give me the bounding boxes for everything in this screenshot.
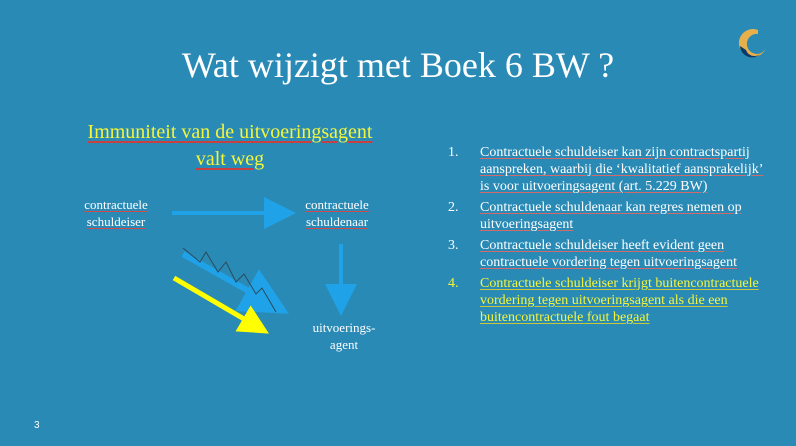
broken-arrow-schuldeiser-to-agent: [183, 248, 276, 312]
node3-line1: uitvoerings-: [312, 320, 376, 335]
subtitle-line-2: valt weg: [195, 148, 265, 170]
list-item-number: 3.: [448, 238, 459, 253]
node3-line2: agent: [329, 337, 359, 352]
slide-title: Wat wijzigt met Boek 6 BW ?: [181, 45, 615, 85]
node-contractuele-schuldenaar: [294, 196, 380, 230]
node2-line1: contractuele: [305, 197, 369, 212]
subtitle-line-1: Immuniteit van de uitvoeringsagent: [87, 121, 373, 143]
list-item-text: Contractuele schuldeiser krijgt buitencontractuele vordering tegen uitvoeringsagent als die een buitencontractuele fout begaat: [480, 276, 759, 325]
list-item: [441, 144, 771, 195]
node2-line2: schuldenaar: [305, 214, 369, 229]
list-item-text: Contractuele schuldenaar kan regres nemen op uitvoeringsagent: [480, 200, 742, 232]
points-list: [441, 144, 771, 330]
node-uitvoeringsagent: [302, 319, 386, 353]
page-number: 3: [34, 420, 40, 431]
node-contractuele-schuldeiser: [76, 196, 156, 230]
list-item-text: Contractuele schuldeiser kan zijn contractspartij aanspreken, waarbij die ‘kwalitatief aansprakelijk’ is voor uitvoeringsagent (art. 5.229 BW): [480, 145, 764, 194]
list-item: [441, 199, 771, 233]
node1-line1: contractuele: [84, 197, 148, 212]
list-item-text: Contractuele schuldeiser heeft evident geen contractuele vordering tegen uitvoeringsagent: [480, 238, 737, 270]
node1-line2: schuldeiser: [86, 214, 146, 229]
list-item-highlighted: [441, 275, 771, 326]
list-item-number: 1.: [448, 145, 459, 160]
list-item-number: 2.: [448, 200, 459, 215]
list-item: [441, 237, 771, 271]
list-item-number: 4.: [448, 276, 459, 291]
